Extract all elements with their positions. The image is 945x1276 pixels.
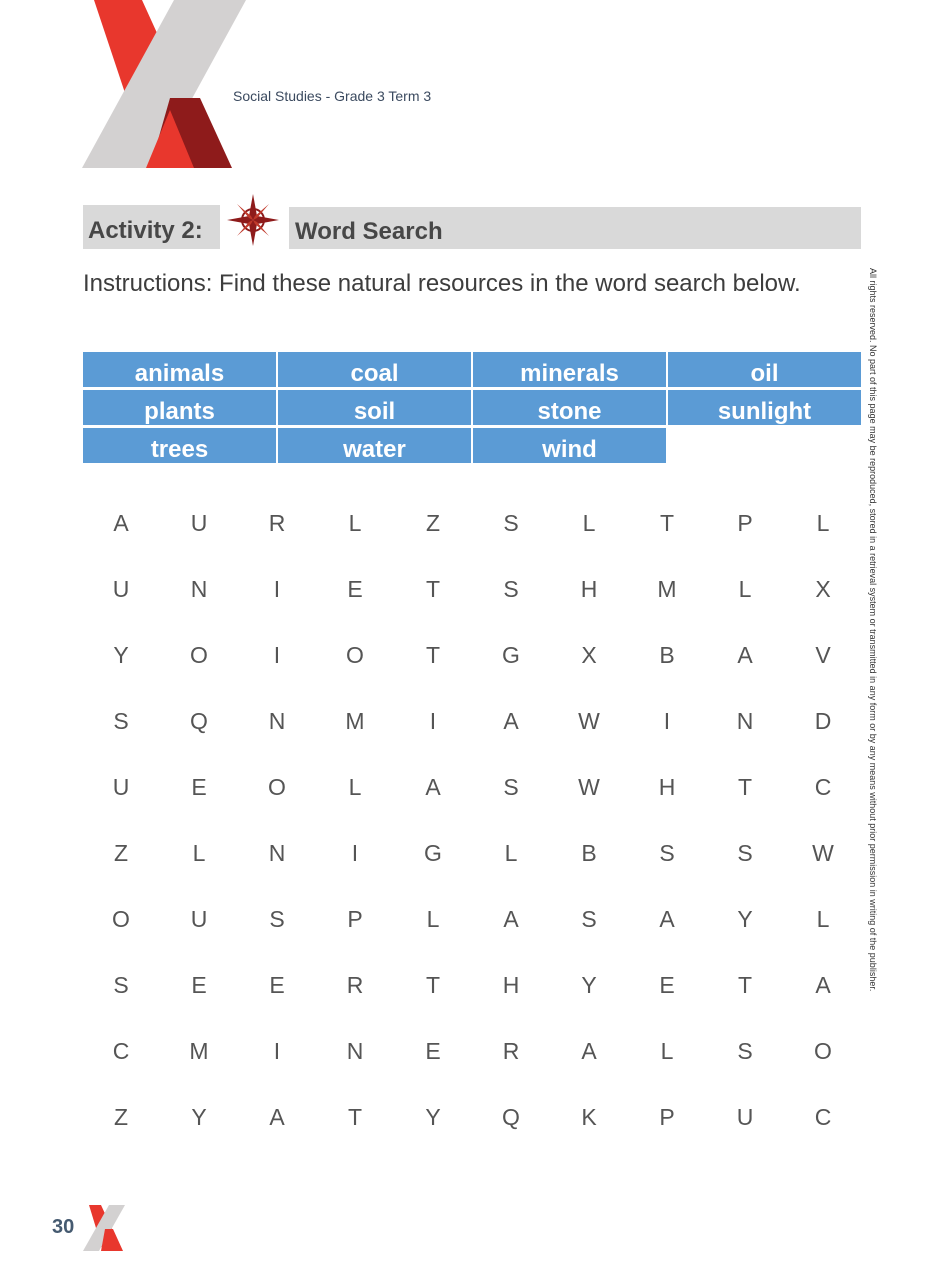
grid-letter: O <box>190 642 208 668</box>
brand-logo-bottom <box>83 1205 127 1251</box>
grid-letter: N <box>346 1038 364 1064</box>
copyright-notice: All rights reserved. No part of this page may be reproduced, stored in a retrieval system or transmitted in any form or by any means without prior permission in writing of the publisher. <box>868 268 878 992</box>
grid-letter: L <box>582 510 596 536</box>
grid-letter: S <box>737 1038 753 1064</box>
grid-letter: T <box>425 972 441 998</box>
grid-letter: Y <box>113 642 129 668</box>
grid-letter: O <box>346 642 364 668</box>
grid-letter: E <box>347 576 363 602</box>
grid-letter: I <box>273 642 281 668</box>
grid-letter: E <box>191 774 207 800</box>
word-cell: sunlight <box>668 390 861 425</box>
grid-letter: P <box>347 906 363 932</box>
grid-letter: N <box>190 576 208 602</box>
grid-letter: U <box>112 774 130 800</box>
brand-logo-top <box>80 0 250 168</box>
grid-letter: L <box>504 840 518 866</box>
word-cell: wind <box>473 428 666 463</box>
grid-letter: C <box>814 1104 832 1130</box>
grid-letter: X <box>581 642 597 668</box>
grid-letter: T <box>737 972 753 998</box>
grid-letter: E <box>269 972 285 998</box>
grid-letter: L <box>426 906 440 932</box>
grid-letter: L <box>660 1038 674 1064</box>
grid-letter: X <box>815 576 831 602</box>
grid-letter: R <box>346 972 364 998</box>
grid-letter: H <box>580 576 598 602</box>
grid-letter: S <box>503 576 519 602</box>
grid-letter: P <box>659 1104 675 1130</box>
word-cell: coal <box>278 352 471 387</box>
grid-letter: L <box>348 510 362 536</box>
grid-letter: Z <box>113 840 129 866</box>
grid-letter: C <box>814 774 832 800</box>
grid-letter: U <box>190 510 208 536</box>
grid-letter: L <box>348 774 362 800</box>
grid-letter: O <box>814 1038 832 1064</box>
grid-letter: S <box>113 972 129 998</box>
grid-letter: I <box>273 1038 281 1064</box>
grid-letter: P <box>737 510 753 536</box>
grid-letter: H <box>658 774 676 800</box>
grid-letter: T <box>659 510 675 536</box>
grid-letter: Y <box>191 1104 207 1130</box>
grid-letter: A <box>425 774 441 800</box>
grid-letter: H <box>502 972 520 998</box>
grid-letter: L <box>816 510 830 536</box>
page-number: 30 <box>52 1216 75 1238</box>
grid-letter: G <box>424 840 442 866</box>
grid-letter: Q <box>502 1104 520 1130</box>
grid-letter: S <box>659 840 675 866</box>
grid-letter: W <box>812 840 834 866</box>
subject-header: Social Studies - Grade 3 Term 3 <box>233 88 432 104</box>
grid-letter: L <box>816 906 830 932</box>
grid-letter: T <box>425 642 441 668</box>
grid-letter: E <box>191 972 207 998</box>
word-cell: oil <box>668 352 861 387</box>
grid-letter: A <box>503 906 519 932</box>
activity-header <box>83 205 861 249</box>
grid-letter: S <box>581 906 597 932</box>
grid-letter: I <box>273 576 281 602</box>
grid-letter: N <box>268 708 286 734</box>
compass-icon <box>225 192 281 248</box>
grid-letter: S <box>113 708 129 734</box>
grid-letter: Z <box>425 510 441 536</box>
grid-letter: A <box>659 906 675 932</box>
grid-letter: E <box>425 1038 441 1064</box>
grid-letter: Y <box>737 906 753 932</box>
grid-letter: I <box>429 708 437 734</box>
instructions-text: Instructions: Find these natural resources in the word search below. <box>83 270 801 297</box>
grid-letter: S <box>737 840 753 866</box>
grid-letter: N <box>268 840 286 866</box>
word-cell: trees <box>83 428 276 463</box>
grid-letter: Y <box>581 972 597 998</box>
activity-title: Word Search <box>289 207 861 249</box>
word-cell: animals <box>83 352 276 387</box>
word-list-table <box>83 352 863 465</box>
grid-letter: A <box>737 642 753 668</box>
grid-letter: O <box>112 906 130 932</box>
grid-letter: Q <box>190 708 208 734</box>
grid-letter: T <box>347 1104 363 1130</box>
word-cell: water <box>278 428 471 463</box>
word-cell: soil <box>278 390 471 425</box>
grid-letter: B <box>659 642 675 668</box>
grid-letter: D <box>814 708 832 734</box>
activity-label: Activity 2: <box>83 205 220 249</box>
grid-letter: M <box>189 1038 209 1064</box>
grid-letter: U <box>736 1104 754 1130</box>
grid-letter: N <box>736 708 754 734</box>
grid-letter: R <box>268 510 286 536</box>
grid-letter: G <box>502 642 520 668</box>
grid-letter: E <box>659 972 675 998</box>
grid-letter: U <box>112 576 130 602</box>
grid-letter: K <box>581 1104 597 1130</box>
grid-letter: L <box>192 840 206 866</box>
grid-letter: T <box>737 774 753 800</box>
grid-letter: U <box>190 906 208 932</box>
word-cell: plants <box>83 390 276 425</box>
grid-letter: W <box>578 774 600 800</box>
grid-letter: L <box>738 576 752 602</box>
grid-letter: B <box>581 840 597 866</box>
grid-letter: M <box>657 576 677 602</box>
grid-letter: W <box>578 708 600 734</box>
grid-letter: S <box>503 774 519 800</box>
grid-letter: C <box>112 1038 130 1064</box>
word-cell: minerals <box>473 352 666 387</box>
grid-letter: S <box>503 510 519 536</box>
grid-letter: O <box>268 774 286 800</box>
grid-letter: V <box>815 642 831 668</box>
grid-letter: S <box>269 906 285 932</box>
grid-letter: A <box>113 510 129 536</box>
word-cell: stone <box>473 390 666 425</box>
grid-letter: A <box>581 1038 597 1064</box>
grid-letter: Z <box>113 1104 129 1130</box>
grid-letter: R <box>502 1038 520 1064</box>
grid-letter: M <box>345 708 365 734</box>
grid-letter: Y <box>425 1104 441 1130</box>
grid-letter: A <box>503 708 519 734</box>
grid-letter: T <box>425 576 441 602</box>
grid-letter: A <box>269 1104 285 1130</box>
grid-letter: I <box>351 840 359 866</box>
grid-letter: A <box>815 972 831 998</box>
grid-letter: I <box>663 708 671 734</box>
